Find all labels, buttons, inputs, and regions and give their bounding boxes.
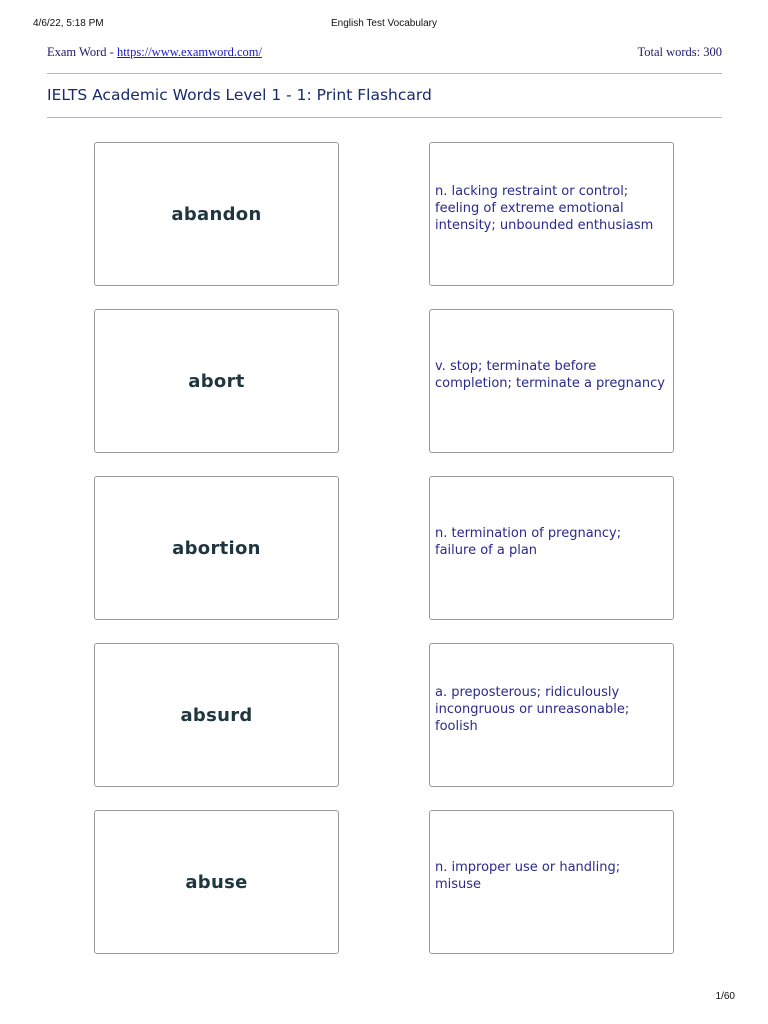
site-link[interactable]: https://www.examword.com/	[116, 45, 262, 59]
page-number: 1/60	[715, 991, 735, 1002]
total-words: Total words: 300	[637, 45, 722, 59]
flashcard-definition: a. preposterous; ridiculously incongruous or unreasonable; foolish	[435, 684, 630, 734]
flashcard-front	[94, 643, 339, 787]
flashcard-list	[94, 142, 676, 977]
flashcard-word: abortion	[172, 537, 261, 559]
flashcard-front	[94, 142, 339, 286]
flashcard-row	[94, 643, 676, 789]
flashcard-row	[94, 810, 676, 956]
flashcard-word: abuse	[185, 871, 248, 893]
print-document-title: English Test Vocabulary	[331, 18, 437, 29]
flashcard-row	[94, 309, 676, 455]
flashcard-front	[94, 810, 339, 954]
flashcard-back	[429, 309, 674, 453]
flashcard-definition: n. lacking restraint or control; feeling of extreme emotional intensity; unbounded enthusiasm	[435, 183, 654, 233]
flashcard-row	[94, 142, 676, 288]
site-credit	[47, 45, 262, 60]
flashcard-definition: n. termination of pregnancy; failure of a plan	[435, 526, 622, 558]
flashcard-back	[429, 810, 674, 954]
print-datetime: 4/6/22, 5:18 PM	[33, 18, 104, 29]
flashcard-back	[429, 476, 674, 620]
site-name: Exam Word -	[47, 45, 117, 59]
flashcard-word: absurd	[180, 704, 253, 726]
flashcard-back	[429, 643, 674, 787]
print-header	[0, 18, 768, 32]
flashcard-definition: n. improper use or handling; misuse	[435, 860, 621, 892]
site-bar	[47, 45, 722, 63]
flashcard-definition: v. stop; terminate before completion; terminate a pregnancy	[435, 359, 665, 391]
title-divider	[47, 117, 722, 118]
flashcard-word: abandon	[171, 203, 262, 225]
flashcard-front	[94, 309, 339, 453]
flashcard-front	[94, 476, 339, 620]
page-title: IELTS Academic Words Level 1 - 1: Print Flashcard	[47, 86, 432, 104]
flashcard-word: abort	[188, 370, 245, 392]
top-divider	[47, 73, 722, 74]
flashcard-row	[94, 476, 676, 622]
flashcard-back	[429, 142, 674, 286]
